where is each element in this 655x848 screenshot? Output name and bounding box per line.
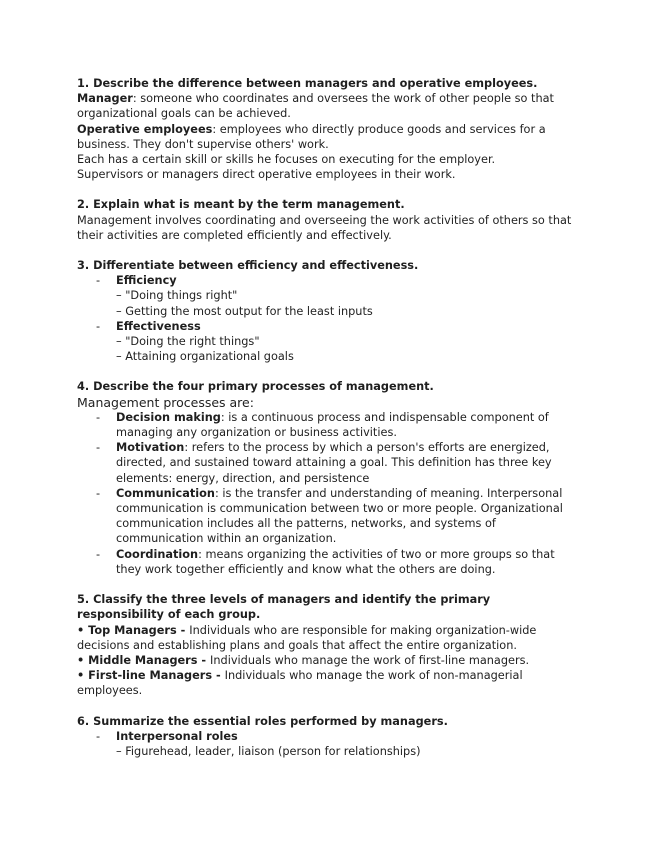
- question-4: 4. Describe the four primary processes of management.: [77, 380, 434, 394]
- processes-intro: Management processes are:: [77, 394, 254, 410]
- item-label: Communication: [116, 486, 215, 500]
- operative-label: Operative employees: [77, 122, 213, 136]
- item-text: Individuals who manage the work of first-line managers.: [210, 653, 530, 667]
- item-text: : means organizing the activities of two or more groups so that they work together efficiently and know what the others are doing.: [116, 547, 555, 576]
- sub-item: – Getting the most output for the least inputs: [116, 304, 373, 318]
- operative-text: : employees who directly produce goods and services for a business. They don't supervise others' work.: [77, 122, 546, 151]
- section-5: [77, 592, 577, 698]
- question-3: 3. Differentiate between efficiency and effectiveness.: [77, 259, 419, 273]
- item-label: - Efficiency: [116, 274, 177, 288]
- answer-2: Management involves coordinating and overseeing the work activities of others so that their activities are completed efficiently and effectively.: [77, 213, 572, 242]
- item-label: • Middle Managers -: [77, 653, 211, 667]
- list-item: [77, 729, 577, 759]
- section-6: [77, 714, 577, 760]
- list-item: [77, 486, 577, 547]
- processes-list: [77, 410, 577, 577]
- question-1: 1. Describe the difference between managers and operative employees.: [77, 77, 538, 90]
- list-item: [77, 273, 577, 319]
- section-1: [77, 76, 577, 182]
- item-text: Individuals who are responsible for making organization-wide decisions and establishing plans and goals that affect the entire organization.: [77, 623, 537, 652]
- sub-item: – "Doing things right": [116, 289, 238, 303]
- manager-definition: [77, 91, 577, 121]
- operative-definition: [77, 122, 577, 152]
- item-label: Coordination: [116, 547, 199, 561]
- section-2: [77, 197, 577, 243]
- manager-level-row: [77, 668, 577, 698]
- sub-item: – Figurehead, leader, liaison (person for relationships): [116, 744, 421, 758]
- item-text: : is a continuous process and indispensable component of managing any organization or business activities.: [116, 410, 549, 440]
- section-3: [77, 258, 577, 364]
- item-label: Motivation: [116, 441, 185, 455]
- question-6: 6. Summarize the essential roles performed by managers.: [77, 714, 448, 728]
- item-text: : is the transfer and understanding of meaning. Interpersonal communication is communication between two or more people. Organizational communication includes all the patterns, networks, and systems of communication within an organization.: [116, 486, 563, 546]
- list-item: [77, 547, 577, 577]
- manager-level-row: [77, 623, 577, 653]
- manager-label: Manager: [77, 92, 133, 106]
- answer-line: Each has a certain skill or skills he focuses on executing for the employer.: [77, 153, 496, 167]
- roles-list: [77, 729, 577, 759]
- list-item: [77, 319, 577, 365]
- manager-text: : someone who coordinates and oversees the work of other people so that organizational goals can be achieved.: [77, 92, 554, 121]
- item-text: Individuals who manage the work of non-managerial employees.: [77, 669, 523, 698]
- answer-line: Supervisors or managers direct operative employees in their work.: [77, 168, 456, 182]
- question-2: 2. Explain what is meant by the term management.: [77, 198, 405, 212]
- document-content: [77, 76, 577, 774]
- item-label: • Top Managers -: [77, 623, 190, 637]
- item-label: - Interpersonal roles: [116, 729, 238, 743]
- item-label: Decision making: [116, 410, 221, 424]
- list-item: [77, 440, 577, 486]
- item-text: : refers to the process by which a person's efforts are energized, directed, and sustained toward attaining a goal. This definition has three key elements: energy, direction, and persistence: [116, 441, 552, 485]
- manager-level-row: [77, 653, 577, 668]
- item-label: - Effectiveness: [116, 319, 201, 333]
- question-5: 5. Classify the three levels of managers and identify the primary responsibility of each group.: [77, 593, 491, 622]
- sub-item: – Attaining organizational goals: [116, 350, 294, 364]
- item-label: • First-line Managers -: [77, 669, 225, 683]
- sub-item: – "Doing the right things": [116, 335, 260, 349]
- efficiency-effectiveness-list: [77, 273, 577, 364]
- section-4: [77, 379, 577, 577]
- list-item: [77, 410, 577, 440]
